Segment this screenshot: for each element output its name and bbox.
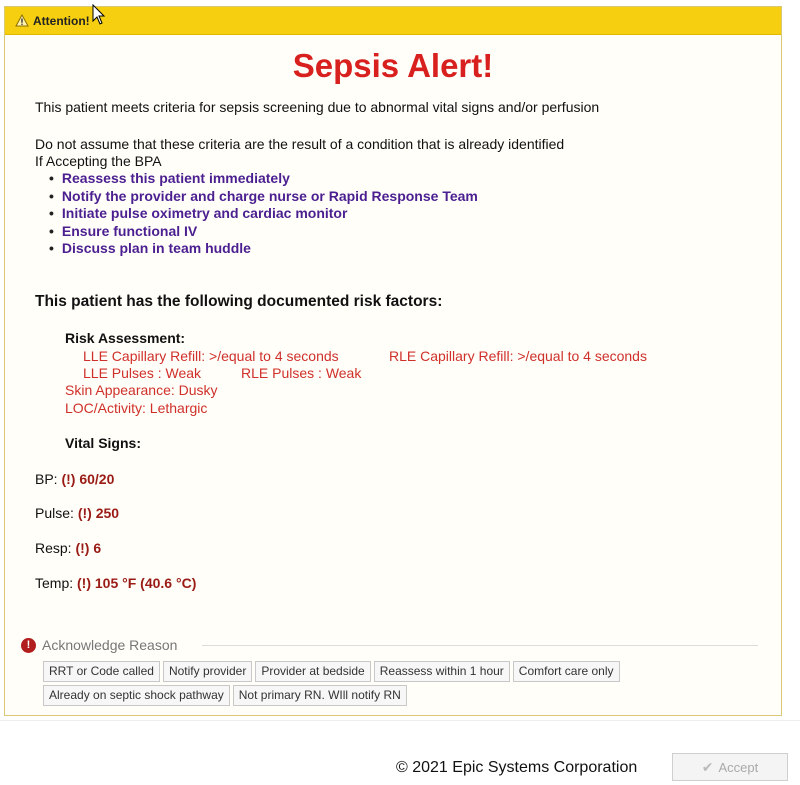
reason-row-1 xyxy=(43,661,623,682)
dialog-footer xyxy=(0,720,800,785)
action-item: • Reassess this patient immediately xyxy=(49,170,478,188)
vital-resp xyxy=(35,540,101,556)
reason-notify-provider-button[interactable]: Notify provider xyxy=(163,661,252,682)
action-list xyxy=(49,170,478,258)
reason-provider-at-bedside-button[interactable]: Provider at bedside xyxy=(255,661,370,682)
bp-value: (!) 60/20 xyxy=(61,471,115,487)
reason-reassess-within-1-hour-button[interactable]: Reassess within 1 hour xyxy=(374,661,510,682)
mouse-pointer-icon xyxy=(92,4,106,26)
sepsis-alert-dialog xyxy=(4,6,782,716)
rle-capillary-refill: RLE Capillary Refill: >/equal to 4 seconds xyxy=(389,348,647,364)
risk-factors-heading: This patient has the following documented risk factors: xyxy=(35,293,443,310)
vital-temp xyxy=(35,575,196,591)
alert-required-icon: ! xyxy=(21,638,36,653)
vital-pulse xyxy=(35,505,119,521)
vital-bp xyxy=(35,471,114,487)
resp-value: (!) 6 xyxy=(75,540,102,556)
dialog-titlebar xyxy=(5,7,781,35)
acknowledge-divider xyxy=(202,645,758,646)
pulse-value: (!) 250 xyxy=(77,505,120,521)
reason-not-primary-rn-button[interactable]: Not primary RN. WIll notify RN xyxy=(233,685,407,706)
warning-icon xyxy=(15,14,29,27)
dialog-title: Attention! xyxy=(33,13,90,28)
action-item: • Discuss plan in team huddle xyxy=(49,240,478,258)
caution-text: Do not assume that these criteria are the result of a condition that is already identified xyxy=(35,136,565,152)
temp-value: (!) 105 °F (40.6 °C) xyxy=(77,575,197,591)
acknowledge-reason-label: Acknowledge Reason xyxy=(42,637,178,653)
action-item: • Ensure functional IV xyxy=(49,223,478,241)
action-item: • Notify the provider and charge nurse or Rapid Response Team xyxy=(49,188,478,206)
copyright-text: © 2021 Epic Systems Corporation xyxy=(396,759,638,776)
reason-rrt-or-code-called-button[interactable]: RRT or Code called xyxy=(43,661,160,682)
reason-row-2 xyxy=(43,685,410,706)
accepting-text: If Accepting the BPA xyxy=(35,153,162,169)
acknowledge-reason-header xyxy=(21,637,177,653)
action-item: • Initiate pulse oximetry and cardiac monitor xyxy=(49,205,478,223)
lle-pulses: LLE Pulses : Weak xyxy=(83,365,202,381)
resp-label: Resp: xyxy=(35,540,72,556)
accept-button[interactable] xyxy=(672,753,788,781)
skin-appearance: Skin Appearance: Dusky xyxy=(65,382,218,398)
reason-septic-shock-pathway-button[interactable]: Already on septic shock pathway xyxy=(43,685,230,706)
risk-assessment-heading: Risk Assessment: xyxy=(65,330,186,346)
bp-label: BP: xyxy=(35,471,58,487)
loc-activity: LOC/Activity: Lethargic xyxy=(65,400,208,416)
intro-text: This patient meets criteria for sepsis screening due to abnormal vital signs and/or perfusion xyxy=(35,99,600,115)
lle-capillary-refill: LLE Capillary Refill: >/equal to 4 seconds xyxy=(83,348,339,364)
rle-pulses: RLE Pulses : Weak xyxy=(241,365,362,381)
accept-label: Accept xyxy=(718,759,759,775)
temp-label: Temp: xyxy=(35,575,74,591)
checkmark-icon: ✔ xyxy=(701,758,714,775)
pulse-label: Pulse: xyxy=(35,505,74,521)
reason-comfort-care-only-button[interactable]: Comfort care only xyxy=(513,661,620,682)
vital-signs-heading: Vital Signs: xyxy=(65,435,141,451)
alert-title: Sepsis Alert! xyxy=(292,47,494,84)
